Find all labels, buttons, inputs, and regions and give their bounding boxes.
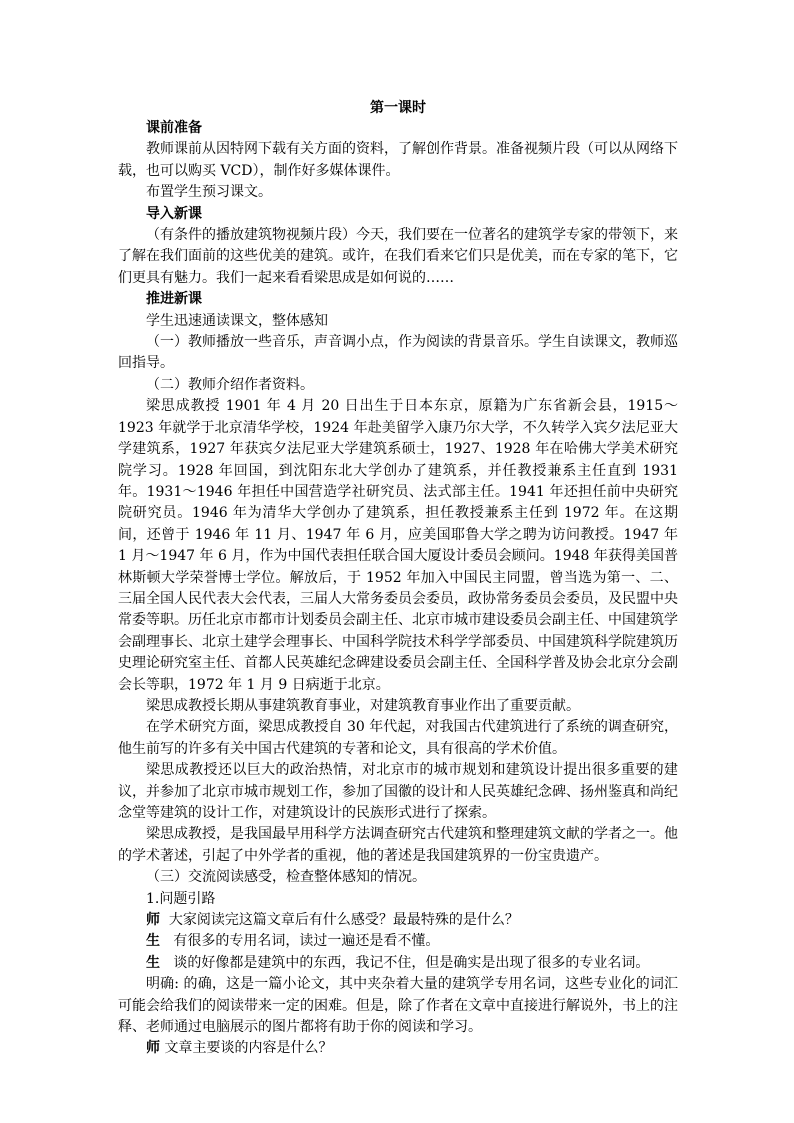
- paragraph-education: 梁思成教授长期从事建筑教育事业，对建筑教育事业作出了重要贡献。: [146, 697, 580, 714]
- paragraph-step-two: （二）教师介绍作者资料。: [146, 376, 314, 393]
- paragraph-step-three: （三）交流阅读感受，检查整体感知的情况。: [146, 869, 426, 886]
- speaker-label: 生: [146, 954, 160, 971]
- speaker-label: 生: [146, 933, 160, 950]
- speaker-label: 师: [146, 1040, 160, 1057]
- section-heading-new-lesson: 推进新课: [146, 291, 202, 308]
- dialogue-line: [118, 1038, 678, 1059]
- dialogue-text: 大家阅读完这篇文章后有什么感受？最最特殊的是什么？: [168, 912, 519, 929]
- paragraph-prep-materials: 教师课前从因特网下载有关方面的资料，了解创作背景。准备视频片段（可以从网络下载，也可以购买 VCD），制作好多媒体课件。: [118, 141, 678, 179]
- paragraph-read-through: 学生迅速通读课文，整体感知: [146, 312, 328, 329]
- document-page: [118, 98, 678, 1060]
- dialogue-text: 谈的好像都是建筑中的东西，我记不住，但是确实是出现了很多的专业名词。: [173, 954, 650, 971]
- paragraph-intro: （有条件的播放建筑物视频片段）今天，我们要在一位著名的建筑学专家的带领下，来了解在我们面前的这些优美的建筑。或许，在我们看来它们只是优美，而在专家的笔下，它们更具有魅力。我们一起来看看梁思成是如何说的……: [118, 227, 678, 286]
- dialogue-line: [118, 931, 678, 952]
- paragraph-clarification: 明确: 的确，这是一篇小论文，其中夹杂着大量的建筑学专用名词，这些专业化的词汇可能会给我们的阅读带来一定的困难。但是，除了作者在文章中直接进行解说外，书上的注释、老师通过电脑展示的图片都将有助于你的阅读和学习。: [118, 976, 678, 1036]
- paragraph-political: 梁思成教授还以巨大的政治热情，对北京市的城市规划和建筑设计提出很多重要的建议，并参加了北京市城市规划工作，参加了国徽的设计和人民英雄纪念碑、扬州鉴真和尚纪念堂等建筑的设计工作，对建筑设计的民族形式进行了探索。: [118, 762, 678, 821]
- paragraph-question-guide: 1.问题引路: [146, 890, 216, 907]
- paragraph-research: 在学术研究方面，梁思成教授自 30 年代起，对我国古代建筑进行了系统的调查研究，他生前写的许多有关中国古代建筑的专著和论文，具有很高的学术价值。: [118, 719, 678, 757]
- page-title: 第一课时: [370, 100, 426, 116]
- paragraph-prep-preview: 布置学生预习课文。: [146, 184, 272, 201]
- paragraph-scholar: 梁思成教授，是我国最早用科学方法调查研究古代建筑和整理建筑文献的学者之一。他的学术著述，引起了中外学者的重视，他的著述是我国建筑界的一份宝贵遗产。: [118, 826, 678, 864]
- dialogue-line: [118, 953, 678, 974]
- paragraph-step-one: （一）教师播放一些音乐，声音调小点，作为阅读的背景音乐。学生自读课文，教师巡回指导。: [118, 334, 678, 372]
- paragraph-author-bio: 梁思成教授 1901 年 4 月 20 日出生于日本东京，原籍为广东省新会县，1915～1923 年就学于北京清华学校，1924 年赴美留学入康乃尔大学，不久转学入宾夕法尼亚大学建筑系，1927 年获宾夕法尼亚大学建筑系硕士，1927、1928 年在哈佛大学美术研究院学习。1928 年回国，到沈阳东北大学创办了建筑系，并任教授兼系主任直到 1931 年。1931～1946 年担任中国营造学社研究员、法式部主任。1941 年还担任前中央研究院研究员。1946 年为清华大学创办了建筑系，担任教授兼系主任到 1972 年。在这期间，还曾于 1946 年 11 月、1947 年 6 月，应美国耶鲁大学之聘为访问教授。1947 年 1 月～1947 年 6 月，作为中国代表担任联合国大厦设计委员会顾问。1948 年获得美国普林斯顿大学荣誉博士学位。解放后，于 1952 年加入中国民主同盟，曾当选为第一、二、三届全国人民代表大会代表，三届人大常务委员会委员，政协常务委员会委员，及民盟中央常委等职。历任北京市都市计划委员会副主任、北京市城市建设委员会副主任、中国建筑学会副理事长、北京土建学会理事长、中国科学院技术科学学部委员、中国建筑科学院建筑历史理论研究室主任、首都人民英雄纪念碑建设委员会副主任、全国科学普及协会北京分会副会长等职，1972 年 1 月 9 日病逝于北京。: [118, 398, 678, 693]
- dialogue-line: [118, 910, 678, 931]
- dialogue-text: 文章主要谈的内容是什么？: [164, 1040, 333, 1057]
- section-heading-prep: 课前准备: [146, 120, 202, 136]
- speaker-label: 师: [146, 912, 160, 929]
- section-heading-intro: 导入新课: [146, 205, 202, 222]
- dialogue-text: 有很多的专用名词，读过一遍还是看不懂。: [173, 933, 440, 950]
